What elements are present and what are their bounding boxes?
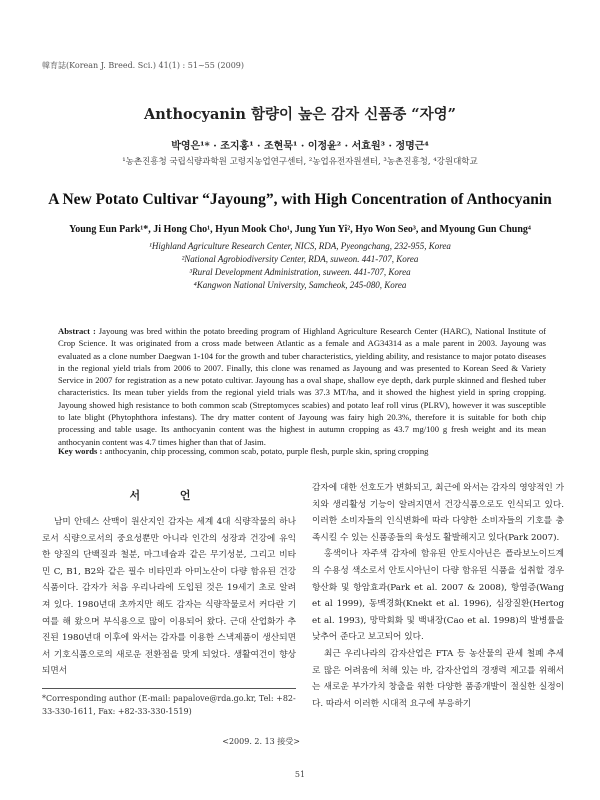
korean-authors: 박영은¹* · 조지홍¹ · 조현묵¹ · 이정윤² · 서효원³ · 정명근⁴: [171, 141, 429, 152]
korean-affiliations: ¹농촌진흥청 국립식량과학원 고령지농업연구센터, ²농업유전자원센터, ³농촌진흥청, ⁴강원대학교: [122, 157, 478, 167]
footnote-divider: [42, 688, 296, 689]
section-heading: 서 언: [129, 489, 209, 502]
abstract-text: Jayoung was bred within the potato breeding program of Highland Agriculture Research Center (HARC), National Institute of Crop Science. It was originated from a cross made between Atlantic as a female and AG34314 as a male parent in 2003. Jayoung was evaluated as a clone number Daegwan 1-104 for the growth and tuber characteristics, yielding ability, and resistance to major potato diseases in the regional yield trials from 2006 to 2007. Finally, this clone was renamed as Jayoung and was presented to Korean Seed & Variety Service in 2007 for registration as a new potato cultivar. Jayoung has a oval shape, shallow eye depth, dark purple skinned and fleshed tuber characteristics. Its mean tuber yields from the regional yield trials was 37.3 MT/ha, and it showed the highest yield in spring cropping. Jayoung showed high resistance to both common scab (Streptomyces scabies) and potato leaf roll virus (PLRV), however it was susceptible to late blight (Phytophthora infestans). The dry matter content of Jayoung was fairy high 20.3%, therefore it is suitable for both chip processing and table usage. Its anthocyanin content was the highest in autumn cropping as 43.7 mg/100 g fresh weight and its mean anthocyanin content was 4.7 times higher than that of Jasim.: [58, 326, 546, 447]
keywords: [58, 446, 546, 456]
english-affiliations: [0, 240, 600, 292]
body-paragraph: 홍색이나 자주색 감자에 함유된 안토시아닌은 플라보노이드계의 수용성 색소로서 안토시아닌이 다량 함유된 식품을 섭취할 경우 항산화 및 항암효과(Park et al. 2007 & 2008), 항염증(Wang et al 1999), 동맥경화(Knekt et al. 1996), 심장질환(Hertog et al. 1993), 망막회화 및 백내장(Cao et al. 1998)의 발병률을 낮추어 준다고 보고되어 있다.: [312, 549, 564, 643]
affiliation-line: ³Rural Development Administration, suween. 441-707, Korea: [189, 267, 411, 277]
affiliation-line: ⁴Kangwon National University, Samcheok, 245-080, Korea: [193, 280, 407, 290]
english-authors: Young Eun Park¹*, Ji Hong Cho¹, Hyun Mook Cho¹, Jung Yun Yi², Hyo Won Seo³, and Myoung Gun Chung⁴: [69, 224, 531, 235]
journal-reference: 韓育誌(Korean J. Breed. Sci.) 41(1) : 51~55 (2009): [42, 61, 244, 70]
english-title: A New Potato Cultivar “Jayoung”, with High Concentration of Anthocyanin: [48, 191, 552, 208]
keywords-text: anthocyanin, chip processing, common scab, potato, purple flesh, purple skin, spring cropping: [104, 446, 429, 456]
affiliation-line: ²National Agrobiodiversity Center, RDA, suweon. 441-707, Korea: [181, 254, 419, 264]
body-paragraph: 최근 우리나라의 감자산업은 FTA 등 농산물의 관세 철폐 추세로 많은 어려움에 처해 있는 바, 감자산업의 경쟁력 제고를 위해서는 새로운 부가가치 창출을 위한 다양한 품종개발이 절실한 실정이다. 따라서 이러한 시대적 요구에 부응하기: [312, 648, 564, 709]
body-left-column: [42, 514, 296, 680]
received-date: <2009. 2. 13 接受>: [222, 737, 300, 746]
page-number: 51: [294, 770, 306, 779]
corresponding-author-footnote: *Corresponding author (E-mail: papalove@rda.go.kr, Tel: +82-33-330-1611, Fax: +82-33-330-1519): [42, 694, 296, 716]
korean-title: Anthocyanin 함량이 높은 감자 신품종 “자영”: [144, 106, 456, 123]
body-paragraph: 남미 안데스 산맥이 원산지인 감자는 세계 4대 식량작물의 하나로서 식량으로서의 중요성뿐만 아니라 인간의 성장과 건강에 유익한 양질의 단백질과 철분, 마그네슘과 같은 무기성분, 그리고 비타민 C, B1, B2와 같은 필수 비타민과 아미노산이 다량 함유된 건강식품이다. 감자가 처음 우리나라에 도입된 것은 19세기 초로 알려져 있다. 1980년대 초까지만 해도 감자는 식량작물로서 커다란 기여를 해 왔으며 부식용으로 많이 이용되어 왔다. 근대 산업화가 추진된 1980년대 이후에 와서는 감자를 이용한 스낵제품이 생산되면서 기호식품으로의 새로운 전환점을 맞게 되었다. 생활여건이 향상되면서: [42, 517, 296, 677]
keywords-label: Key words :: [58, 446, 103, 456]
abstract-label: Abstract :: [58, 326, 96, 336]
abstract: [58, 325, 546, 448]
body-paragraph: 감자에 대한 선호도가 변화되고, 최근에 와서는 감자의 영양적인 가치와 생리활성 기능이 알려지면서 건강식품으로도 인식되고 있다. 이러한 소비자들의 인식변화에 따라 다양한 소비자들의 기호를 충족시킬 수 있는 신품종들의 육성도 활발해지고 있다(Park 2007).: [312, 483, 564, 543]
affiliation-line: ¹Highland Agriculture Research Center, NICS, RDA, Pyeongchang, 232-955, Korea: [149, 241, 451, 251]
body-right-column: [312, 480, 564, 712]
